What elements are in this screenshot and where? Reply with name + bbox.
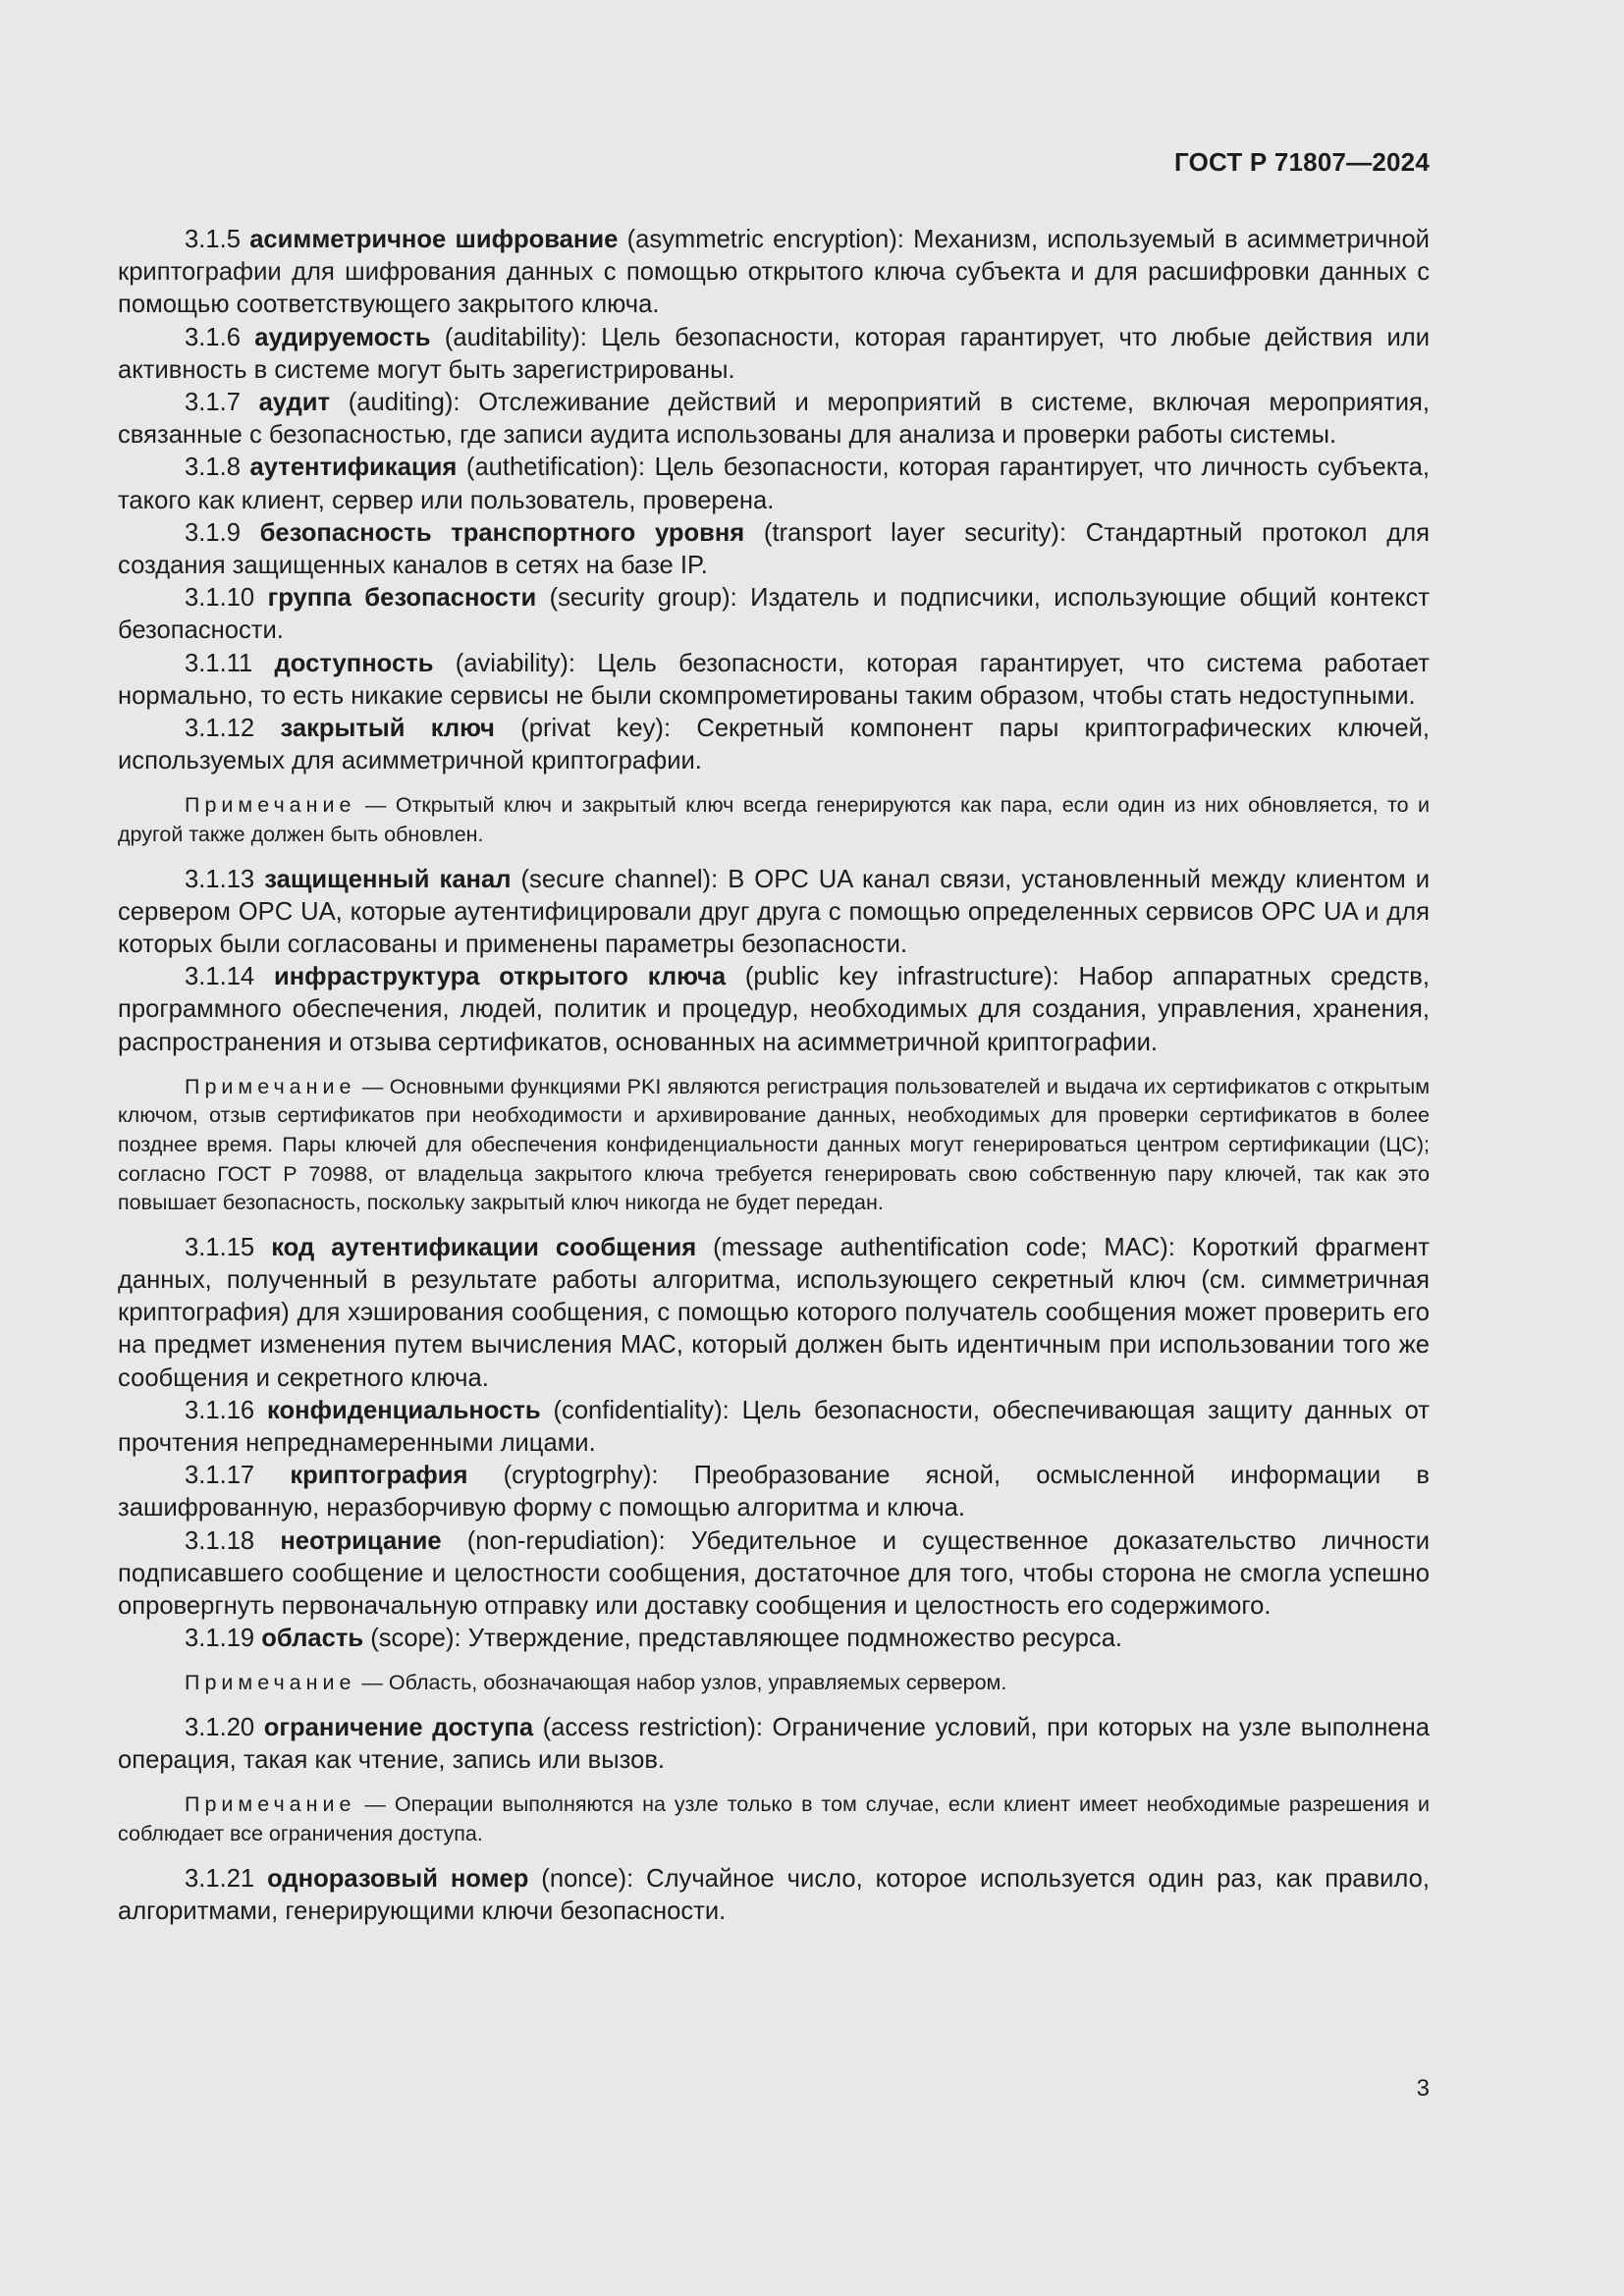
definition-term: группа безопасности [267, 584, 537, 613]
definition-term: ограничение доступа [263, 1714, 534, 1742]
definition-3-1-17 [118, 1460, 1430, 1524]
definition-text: (non-repudiation): Убедительное и существенное доказательство личности подписавшего сообщение и целостности сообщения, достаточное для того, чтобы сторона не смогла успешно опровергнуть первоначальную отправку или доставку сообщения и целостность его содержимого. [118, 1526, 1430, 1621]
note-label: Примечание [185, 1671, 356, 1695]
definition-number: 3.1.8 [185, 454, 241, 482]
definition-text: (nonce): Случайное число, которое используется один раз, как правило, алгоритмами, генерирующими ключи безопасности. [118, 1864, 1430, 1925]
definition-text: (privat key): Секретный компонент пары криптографических ключей, используемых для асимметричной криптографии. [118, 715, 1430, 775]
definition-number: 3.1.7 [185, 389, 241, 417]
definition-3-1-15 [118, 1232, 1430, 1395]
definition-number: 3.1.20 [185, 1714, 255, 1742]
definition-number: 3.1.17 [185, 1462, 255, 1490]
definition-number: 3.1.5 [185, 226, 241, 253]
definition-3-1-7 [118, 387, 1430, 452]
definition-text: (message authentification code; MAC): Короткий фрагмент данных, полученный в результате работы алгоритма, использующего секретный ключ (см. симметричная криптография) для хэширования сообщения, с помощью которого получатель сообщения может проверить его на предмет изменения путем вычисления MAC, который должен быть идентичным при использовании того же сообщения и секретного ключа. [118, 1233, 1430, 1392]
definition-text: (asymmetric encryption): Механизм, используемый в асимметричной криптографии для шифрования данных с помощью открытого ключа субъекта и для расшифровки данных с помощью соответствующего закрытого ключа. [118, 226, 1430, 319]
definition-number: 3.1.21 [185, 1864, 255, 1893]
note-text: — Открытый ключ и закрытый ключ всегда генерируются как пара, если один из них обновляется, то и другой также должен быть обновлен. [118, 793, 1430, 847]
definition-3-1-10 [118, 582, 1430, 647]
definition-number: 3.1.15 [185, 1233, 255, 1261]
definition-term: криптография [290, 1462, 468, 1490]
definition-3-1-9 [118, 517, 1430, 582]
document-body [118, 224, 1430, 1928]
definition-text: (access restriction): Ограничение условий, при которых на узле выполнена операция, такая как чтение, запись или вызов. [118, 1714, 1431, 1775]
definition-number: 3.1.14 [185, 963, 255, 991]
definition-term: защищенный канал [264, 865, 512, 893]
definition-term: доступность [274, 649, 434, 677]
definition-text: (security group): Издатель и подписчики, использующие общий контекст безопасности. [118, 584, 1430, 645]
note-1 [118, 791, 1430, 849]
definition-3-1-6 [118, 322, 1430, 387]
definition-3-1-16 [118, 1395, 1430, 1460]
definition-term: закрытый ключ [280, 715, 495, 743]
definition-text: (secure channel): В OPC UA канал связи, установленный между клиентом и сервером OPC UA, которые аутентифицировали друг друга с помощью определенных сервисов OPC UA и для которых были согласованы и применены параметры безопасности. [118, 865, 1430, 959]
definition-number: 3.1.9 [185, 518, 241, 547]
definition-term: безопасность транспортного уровня [259, 518, 745, 547]
note-4 [118, 1790, 1430, 1848]
definition-text: (transport layer security): Стандартный протокол для создания защищенных каналов в сетях на базе IP. [118, 518, 1430, 580]
definition-text: (auditability): Цель безопасности, которая гарантирует, что любые действия или активность в системе могут быть зарегистрированы. [118, 323, 1430, 384]
definition-3-1-20 [118, 1712, 1430, 1777]
definition-3-1-14 [118, 961, 1430, 1059]
definition-3-1-13 [118, 864, 1430, 962]
definition-3-1-11 [118, 648, 1430, 713]
definition-term: аутентификация [249, 454, 458, 482]
definition-3-1-12 [118, 713, 1430, 777]
note-text: — Область, обозначающая набор узлов, управляемых сервером. [355, 1671, 1007, 1695]
page-number: 3 [1416, 2075, 1430, 2102]
definition-number: 3.1.18 [185, 1526, 255, 1555]
definition-term: одноразовый номер [267, 1864, 529, 1893]
definition-number: 3.1.13 [185, 865, 255, 893]
definition-text: (aviability): Цель безопасности, которая гарантирует, что система работает нормально, то есть никакие сервисы не были скомпрометированы таким образом, чтобы стать недоступными. [118, 649, 1430, 710]
note-2 [118, 1073, 1430, 1218]
document-code-header: ГОСТ Р 71807—2024 [1174, 147, 1430, 177]
definition-number: 3.1.6 [185, 323, 241, 351]
definition-term: конфиденциальность [267, 1396, 541, 1424]
definition-3-1-18 [118, 1525, 1430, 1624]
definition-term: асимметричное шифрование [249, 226, 619, 253]
definition-text: (cryptogrphy): Преобразование ясной, осмысленной информации в зашифрованную, неразборчивую форму с помощью алгоритма и ключа. [118, 1462, 1430, 1522]
definition-3-1-5 [118, 224, 1430, 322]
definition-3-1-21 [118, 1863, 1430, 1928]
definition-text: (authetification): Цель безопасности, которая гарантирует, что личность субъекта, такого как клиент, сервер или пользователь, проверена. [118, 454, 1430, 514]
definition-number: 3.1.10 [185, 584, 255, 613]
definition-term: неотрицание [280, 1526, 442, 1555]
definition-number: 3.1.12 [185, 715, 255, 743]
definition-3-1-8 [118, 452, 1430, 516]
definition-term: аудит [258, 389, 331, 417]
definition-term: аудируемость [254, 323, 431, 351]
definition-number: 3.1.19 [185, 1625, 255, 1653]
note-text: — Операции выполняются на узле только в том случае, если клиент имеет необходимые разрешения и соблюдает все ограничения доступа. [118, 1792, 1430, 1846]
definition-term: инфраструктура открытого ключа [273, 963, 727, 991]
note-label: Примечание [185, 1792, 356, 1817]
definition-text: (auditing): Отслеживание действий и мероприятий в системе, включая мероприятия, связанные с безопасностью, где записи аудита использованы для анализа и проверки работы системы. [118, 389, 1430, 450]
definition-3-1-19 [118, 1623, 1430, 1655]
definition-text: (public key infrastructure): Набор аппаратных средств, программного обеспечения, людей, политик и процедур, необходимых для создания, управления, хранения, распространения и отзыва сертификатов, основанных на асимметричной криптографии. [118, 963, 1430, 1056]
note-label: Примечание [185, 793, 356, 818]
definition-number: 3.1.16 [185, 1396, 255, 1424]
definition-number: 3.1.11 [185, 649, 253, 677]
definition-text: (confidentiality): Цель безопасности, обеспечивающая защиту данных от прочтения непреднамеренными лицами. [118, 1396, 1430, 1458]
note-3 [118, 1669, 1430, 1698]
note-label: Примечание [185, 1074, 356, 1098]
note-text: — Основными функциями PKI являются регистрация пользователей и выдача их сертификатов с открытым ключом, отзыв сертификатов при необходимости и архивирование данных, необходимых для проверки сертификатов в более позднее время. Пары ключей для обеспечения конфиденциальности данных могут генерироваться центром сертификации (ЦС); согласно ГОСТ Р 70988, от владельца закрытого ключа требуется генерировать свою собственную пару ключей, так как это повышает безопасность, поскольку закрытый ключ никогда не будет передан. [118, 1074, 1430, 1215]
definition-term: код аутентификации сообщения [271, 1233, 697, 1261]
definition-term: область [261, 1625, 364, 1653]
definition-text: (scope): Утверждение, представляющее подмножество ресурса. [363, 1625, 1123, 1653]
